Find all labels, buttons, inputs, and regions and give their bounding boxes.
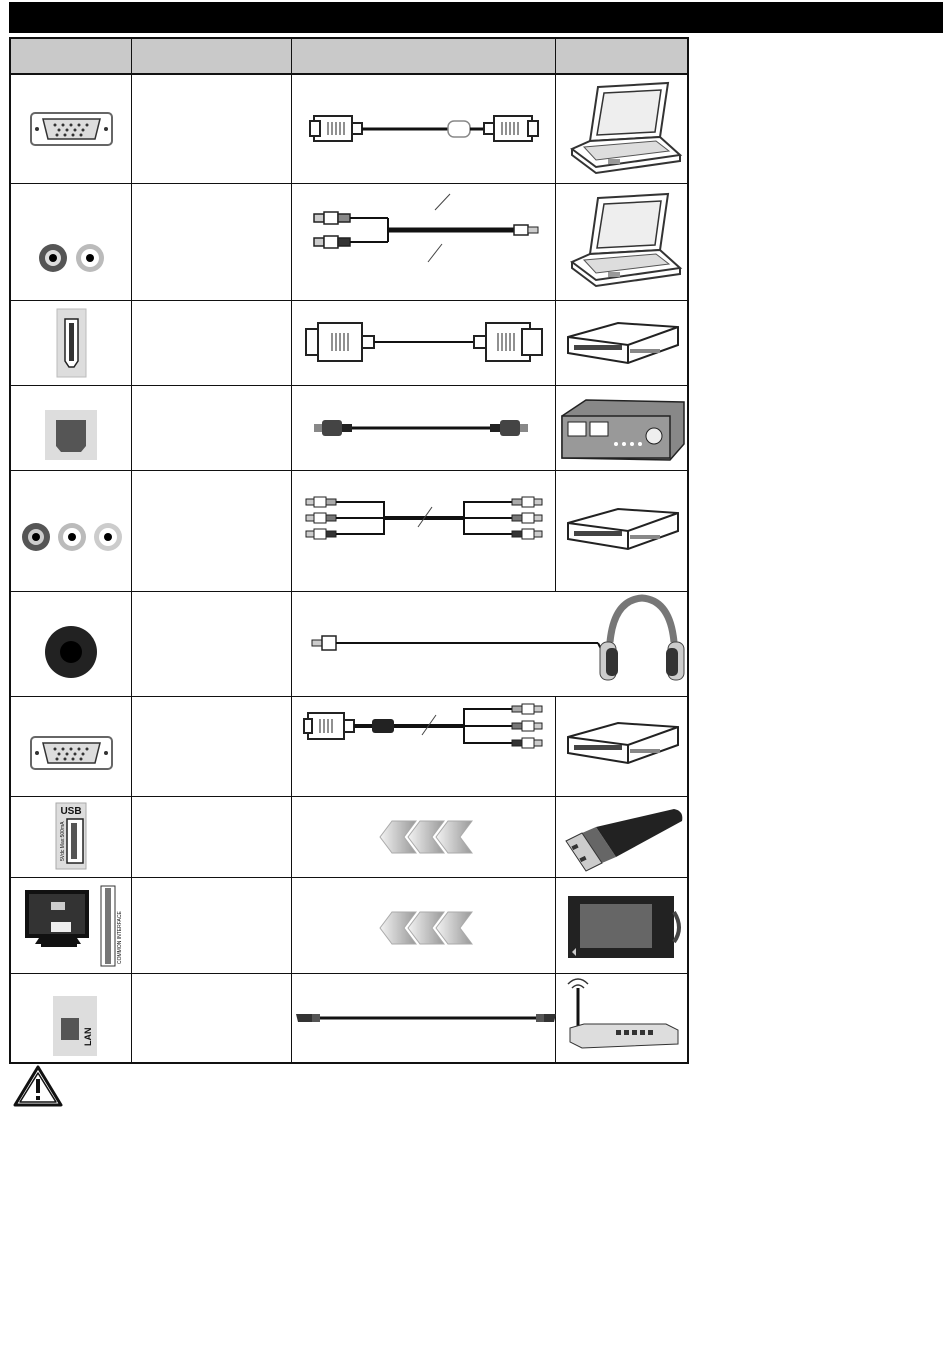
cam-module-icon [556,878,689,973]
usb-port-icon [11,797,132,877]
ci-slot-label: COMMON INTERFACE [117,911,123,964]
usb-label: USB [60,806,82,817]
optical-port-icon [11,386,132,470]
insert-arrows-icon [292,878,556,973]
table-row [11,797,687,878]
connections-table [9,37,689,1064]
table-header-row [11,39,687,75]
vga-port-icon [11,697,132,796]
rca-audio-in-icon [11,184,132,300]
router-icon [556,974,689,1062]
table-row [11,386,687,471]
common-interface-slot-icon [11,878,132,973]
headphone-jack-icon [11,592,132,696]
usb-stick-icon [556,797,689,877]
table-row [11,75,687,184]
table-row [11,184,687,301]
table-row [11,974,687,1062]
hdmi-port-icon [11,301,132,385]
table-row [11,878,687,974]
dvd-player-icon [556,301,689,385]
vga-port-icon [11,75,132,183]
amplifier-icon [556,386,689,470]
ethernet-cable-icon [292,974,556,1062]
vga-cable-icon [292,75,556,183]
optical-cable-icon [292,386,556,470]
table-row [11,697,687,797]
insert-arrows-icon [292,797,556,877]
dvd-player-icon [556,697,689,796]
lan-label: LAN [83,1027,93,1046]
table-row [11,301,687,386]
triple-rca-cable-icon [292,471,556,591]
laptop-icon [556,75,689,183]
usb-power-label: 5Vdc Max:500mA [60,821,66,861]
warning-triangle-icon [12,1063,64,1109]
rca-to-jack-cable-icon [292,184,556,300]
headphone-cable-icon [292,592,689,696]
table-row [11,592,687,697]
dvd-player-icon [556,471,689,591]
vga-to-rca-cable-icon [292,697,556,796]
title-bar [9,2,943,33]
rca-triple-icon [11,471,132,591]
table-row [11,471,687,592]
hdmi-cable-icon [292,301,556,385]
lan-port-icon [11,974,132,1062]
laptop-icon [556,184,689,300]
